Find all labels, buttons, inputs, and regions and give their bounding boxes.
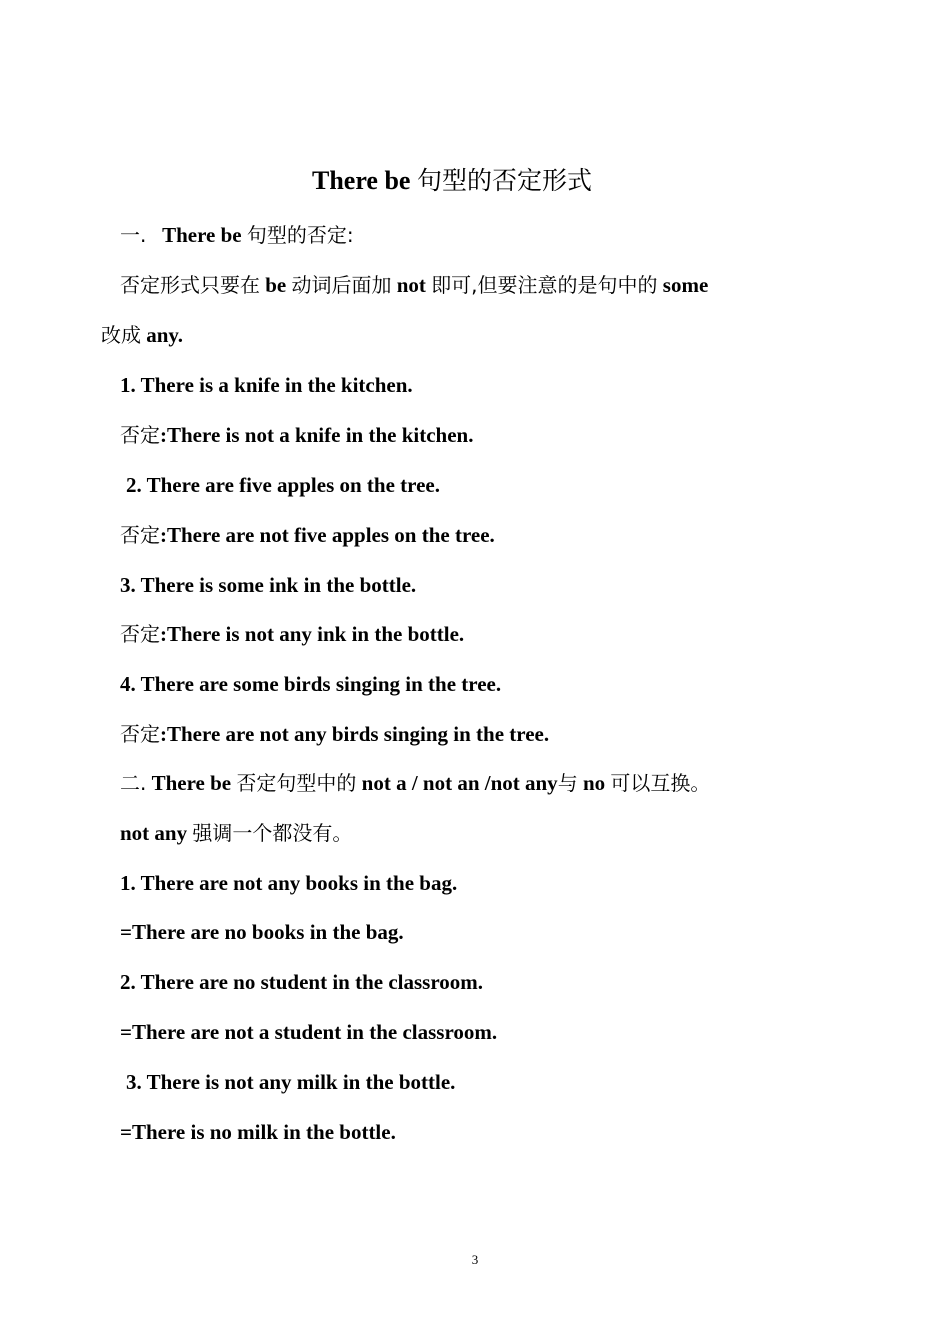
neg-sentence: :There are not five apples on the tree. [160,523,495,547]
neg-label: 否定 [120,622,160,646]
rule-keyword-any: any. [146,323,184,347]
equivalence-sentence: =There are no books in the bag. [120,920,404,944]
section2-text: 可以互换。 [610,771,711,795]
equivalence-sentence: 3. There is not any milk in the bottle. [126,1070,456,1094]
example-negative [120,622,464,646]
neg-label: 否定 [120,523,160,547]
section2-keyword: There be [151,771,232,795]
section2-number: 二. [120,771,147,795]
section2-keyword: no [582,771,606,795]
rule-keyword-some: some [662,273,709,297]
section2-heading [120,771,710,795]
section1-heading [120,223,354,247]
title-en: There be [312,166,411,195]
example-positive: 3. There is some ink in the bottle. [120,573,417,597]
section2-note [120,821,352,845]
neg-sentence: :There is not any ink in the bottle. [160,622,465,646]
example-negative [120,722,549,746]
example-positive: 2. There are five apples on the tree. [126,473,440,497]
example-negative [120,523,495,547]
rule-text: 改成 [101,323,141,347]
section2-text: 与 [557,771,578,795]
example-positive: 4. There are some birds singing in the tree. [120,672,502,696]
rule-line-2 [101,323,183,347]
section1-heading-en: There be [162,223,242,247]
equivalence-sentence: 1. There are not any books in the bag. [120,871,458,895]
example-negative [120,423,473,447]
rule-text: 即可,但要注意的是句中的 [431,273,658,297]
equivalence-sentence: =There are not a student in the classroom. [120,1020,498,1044]
title-cn: 句型的否定形式 [416,166,592,195]
example-positive: 1. There is a knife in the kitchen. [120,373,413,397]
note-keyword: not any [120,821,188,845]
section1-number: 一. [120,223,147,247]
section2-text: 否定句型中的 [236,771,357,795]
equivalence-sentence: 2. There are no student in the classroom. [120,970,484,994]
section1-heading-cn: 句型的否定: [246,223,354,247]
rule-keyword-be: be [265,273,287,297]
neg-label: 否定 [120,722,160,746]
rule-keyword-not: not [396,273,426,297]
rule-text: 否定形式只要在 [120,273,260,297]
note-text: 强调一个都没有。 [192,821,353,845]
rule-text: 动词后面加 [291,273,392,297]
section2-keyword: not a / not an /not any [361,771,558,795]
neg-label: 否定 [120,423,160,447]
neg-sentence: :There are not any birds singing in the tree. [160,722,550,746]
rule-line-1 [120,273,708,297]
equivalence-sentence: =There is no milk in the bottle. [120,1120,396,1144]
neg-sentence: :There is not a knife in the kitchen. [160,423,474,447]
page-title [312,166,592,196]
page-number: 3 [471,1252,479,1267]
